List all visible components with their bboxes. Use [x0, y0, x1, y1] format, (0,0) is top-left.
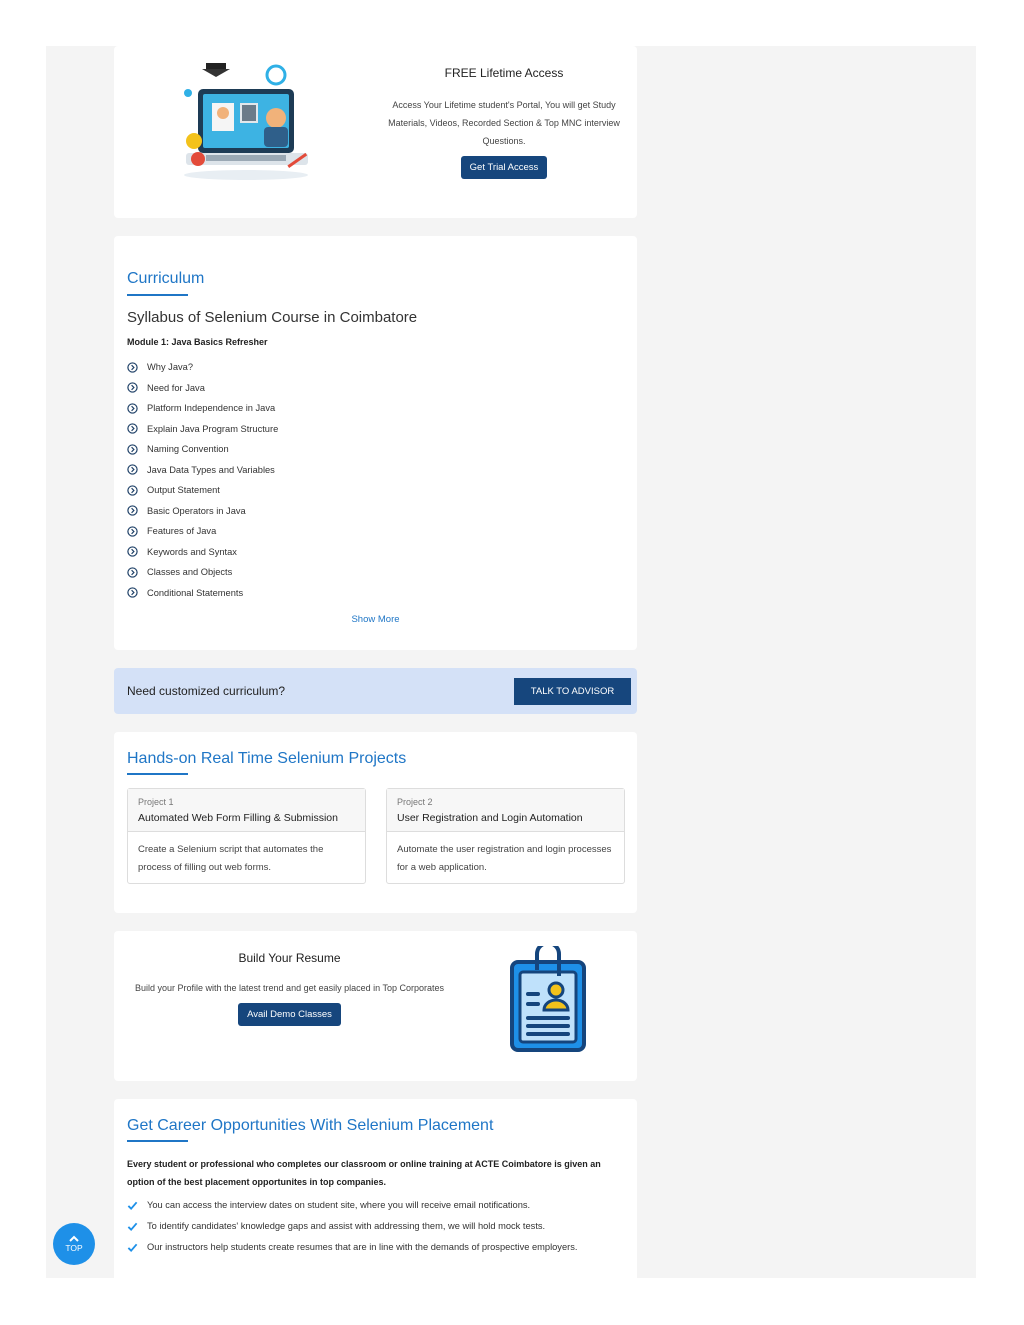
chevron-circle-right-icon — [127, 382, 138, 393]
chevron-circle-right-icon — [127, 362, 138, 373]
career-card — [114, 1099, 637, 1278]
list-item-label: Why Java? — [147, 362, 193, 373]
chevron-circle-right-icon — [127, 444, 138, 455]
list-item-label: You can access the interview dates on student site, where you will receive email notifications. — [147, 1200, 531, 1210]
project-name: User Registration and Login Automation — [397, 812, 583, 824]
list-item — [127, 583, 278, 604]
heading-underline — [127, 1140, 188, 1142]
list-item-label: Basic Operators in Java — [147, 505, 246, 516]
free-access-card — [114, 46, 637, 218]
page-background — [46, 46, 976, 1278]
list-item-label: Explain Java Program Structure — [147, 423, 279, 434]
list-item — [127, 501, 278, 522]
list-item — [127, 542, 278, 563]
career-heading: Get Career Opportunities With Selenium Placement — [127, 1117, 494, 1134]
chevron-circle-right-icon — [127, 464, 138, 475]
curriculum-list — [127, 357, 278, 603]
list-item-label: Java Data Types and Variables — [147, 464, 275, 475]
list-item-label: Our instructors help students create resumes that are in line with the demands of prospective employers. — [147, 1242, 578, 1252]
project-name: Automated Web Form Filling & Submission — [138, 812, 338, 824]
career-lead-text: Every student or professional who completes our classroom or online training at ACTE Coimbatore is given an option of the best placement opportunites in top companies. — [127, 1159, 601, 1187]
free-access-content — [384, 66, 624, 179]
list-item-label: Conditional Statements — [147, 587, 244, 598]
syllabus-title: Syllabus of Selenium Course in Coimbatore — [127, 309, 418, 326]
project-card-header — [128, 789, 365, 832]
chevron-circle-right-icon — [127, 485, 138, 496]
project-card-1 — [127, 788, 366, 884]
project-card-header — [387, 789, 624, 832]
free-access-title: FREE Lifetime Access — [444, 66, 564, 80]
list-item — [127, 378, 278, 399]
avail-demo-classes-button[interactable]: Avail Demo Classes — [238, 1003, 341, 1026]
list-item — [127, 562, 278, 583]
list-item-label: Classes and Objects — [147, 567, 233, 578]
project-card-2 — [386, 788, 625, 884]
chevron-circle-right-icon — [127, 526, 138, 537]
list-item — [127, 1218, 607, 1235]
project-description: Automate the user registration and login processes for a web application. — [397, 844, 612, 873]
check-icon — [127, 1242, 138, 1253]
check-icon — [127, 1221, 138, 1232]
list-item — [127, 1239, 607, 1256]
back-to-top-label: TOP — [65, 1243, 83, 1253]
chevron-circle-right-icon — [127, 423, 138, 434]
curriculum-heading: Curriculum — [127, 270, 205, 287]
project-description: Create a Selenium script that automates the process of filling out web forms. — [138, 844, 324, 873]
chevron-circle-right-icon — [127, 587, 138, 598]
list-item — [127, 521, 278, 542]
list-item-label: Features of Java — [147, 526, 217, 537]
get-trial-access-button[interactable]: Get Trial Access — [461, 156, 548, 179]
check-icon — [127, 1200, 138, 1211]
projects-heading: Hands-on Real Time Selenium Projects — [127, 750, 407, 767]
talk-to-advisor-button[interactable]: TALK TO ADVISOR — [514, 678, 631, 705]
list-item — [127, 419, 278, 440]
list-item-label: Naming Convention — [147, 444, 229, 455]
custom-curriculum-banner — [114, 668, 637, 714]
free-access-description: Access Your Lifetime student's Portal, You will get Study Materials, Videos, Recorded Section & Top MNC interview Questions. — [388, 100, 620, 146]
id-badge-icon — [508, 946, 588, 1054]
laptop-education-illustration — [176, 63, 316, 183]
heading-underline — [127, 294, 188, 296]
chevron-circle-right-icon — [127, 403, 138, 414]
back-to-top-button[interactable] — [53, 1223, 95, 1265]
resume-title: Build Your Resume — [238, 951, 341, 965]
project-number: Project 1 — [138, 797, 174, 807]
show-more-link[interactable]: Show More — [351, 614, 400, 625]
chevron-circle-right-icon — [127, 505, 138, 516]
chevron-up-icon — [69, 1235, 79, 1242]
heading-underline — [127, 773, 188, 775]
resume-card — [114, 931, 637, 1081]
list-item — [127, 357, 278, 378]
list-item — [127, 480, 278, 501]
projects-card — [114, 732, 637, 913]
list-item — [127, 460, 278, 481]
chevron-circle-right-icon — [127, 546, 138, 557]
list-item — [127, 398, 278, 419]
custom-curriculum-question: Need customized curriculum? — [127, 684, 286, 698]
career-list — [127, 1197, 607, 1260]
resume-description: Build your Profile with the latest trend and get easily placed in Top Corporates — [134, 983, 444, 993]
resume-content — [127, 951, 452, 1026]
list-item-label: Keywords and Syntax — [147, 546, 237, 557]
list-item — [127, 439, 278, 460]
chevron-circle-right-icon — [127, 567, 138, 578]
list-item-label: Output Statement — [147, 485, 220, 496]
curriculum-card — [114, 236, 637, 650]
module-title: Module 1: Java Basics Refresher — [127, 337, 268, 347]
list-item-label: Platform Independence in Java — [147, 403, 276, 414]
project-number: Project 2 — [397, 797, 433, 807]
list-item-label: To identify candidates' knowledge gaps and assist with addressing them, we will hold mock tests. — [147, 1221, 546, 1231]
list-item-label: Need for Java — [147, 382, 205, 393]
list-item — [127, 1197, 607, 1214]
